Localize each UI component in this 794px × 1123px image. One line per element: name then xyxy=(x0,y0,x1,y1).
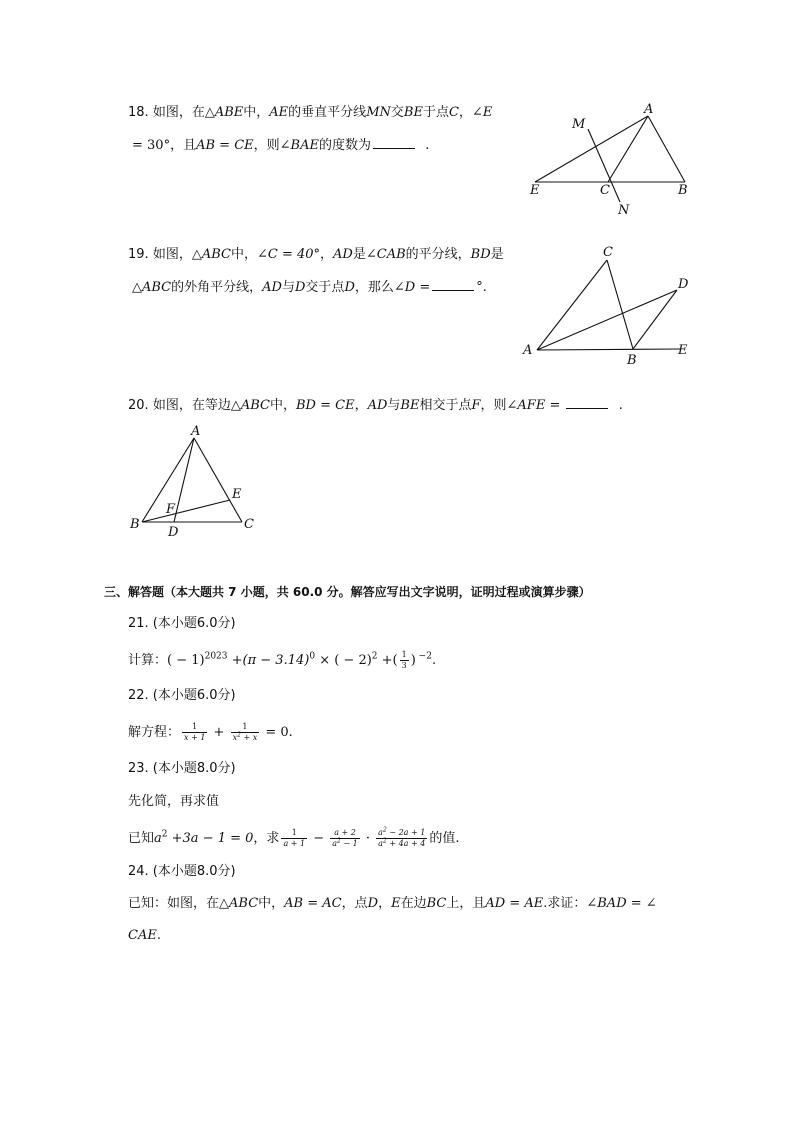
q24-math: ∠BAD = ∠ xyxy=(586,896,657,911)
q18-diagram xyxy=(520,98,710,220)
q18-text: 如图，在 xyxy=(152,105,205,120)
q24-text: ， xyxy=(378,896,392,911)
q18-math: = 30° xyxy=(132,138,171,153)
q18-math: MN xyxy=(366,105,391,120)
q20-math: BD = CE xyxy=(295,398,355,413)
triangle-symbol: △ xyxy=(219,896,230,911)
segment-AC xyxy=(194,438,242,522)
q22-math: + x xyxy=(240,733,258,742)
q19-number: 19. xyxy=(128,247,153,262)
q24-header: 24. (本小题8.0分) xyxy=(128,864,236,879)
q23-math: +3a − 1 = 0 xyxy=(167,831,254,846)
answer-blank xyxy=(373,136,415,149)
q18-line1 xyxy=(128,105,492,121)
q23-math: 2 xyxy=(161,829,168,840)
q23-math: 2 xyxy=(337,837,341,845)
q24-math: AD = AE xyxy=(485,896,544,911)
q20-text: ， xyxy=(354,398,368,413)
q21-math: 2023 xyxy=(204,651,228,662)
label-C: C xyxy=(244,517,254,532)
q23-instruction: 先化简，再求值 xyxy=(128,794,220,809)
q23-expression xyxy=(128,828,459,849)
q20-line1 xyxy=(128,396,623,414)
q23-text: 已知 xyxy=(128,831,155,846)
q24-text: 中， xyxy=(258,896,285,911)
q21-header: 21. (本小题6.0分) xyxy=(128,616,236,631)
q18-number: 18. xyxy=(128,105,153,120)
q24-math: E xyxy=(391,896,401,911)
section-heading: 三、解答题（本大题共 7 小题，共 60.0 分。解答应写出文字说明，证明过程或演算步骤） xyxy=(104,585,591,599)
q23-math: a + 2 xyxy=(334,828,356,837)
q19-text: 的平分线， xyxy=(405,247,471,262)
q18-math: C xyxy=(448,105,459,120)
q18-text: 交 xyxy=(390,105,404,120)
q24-math: CAE xyxy=(128,928,157,943)
q21-math: +( xyxy=(377,653,398,668)
q22-math: x xyxy=(232,733,238,742)
q19-text: °. xyxy=(476,280,487,295)
q18-math: BE xyxy=(403,105,423,120)
triangle-symbol: △ xyxy=(191,247,202,262)
q20-math: BE xyxy=(400,398,420,413)
label-C: C xyxy=(603,245,613,260)
q24-text: . xyxy=(156,928,161,943)
segment-AD xyxy=(537,290,677,350)
q18-text: 的垂直平分线 xyxy=(288,105,367,120)
answer-blank xyxy=(566,396,608,409)
answer-blank xyxy=(432,278,474,291)
q19-line2 xyxy=(132,278,487,296)
q18-text: . xyxy=(425,138,430,153)
label-N: N xyxy=(618,203,630,218)
triangle-symbol: △ xyxy=(230,398,241,413)
q24-math: ABC xyxy=(229,896,259,911)
q19-math: ∠D = xyxy=(393,280,431,295)
q24-text: 在边 xyxy=(400,896,427,911)
q24-math: BC xyxy=(426,896,447,911)
q19-math: ABC xyxy=(201,247,231,262)
q18-text: ， xyxy=(458,105,472,120)
q19-text: ， xyxy=(320,247,334,262)
q19-math: D xyxy=(294,280,306,295)
q19-text: 与 xyxy=(281,280,295,295)
q19-math: ∠C = 40° xyxy=(256,247,321,262)
segment-BE xyxy=(142,500,230,522)
q21-math: 3 xyxy=(401,661,407,670)
q21-math: +(π − 3.14) xyxy=(227,653,310,668)
segment-AC xyxy=(608,116,648,182)
q23-math: − xyxy=(309,831,329,846)
q20-math: F xyxy=(471,398,481,413)
fraction xyxy=(376,828,427,849)
segment-EA xyxy=(535,116,648,182)
q18-math: ABE xyxy=(214,105,244,120)
q19-math: AD xyxy=(262,280,282,295)
q19-text: 中， xyxy=(230,247,257,262)
q24-text: .求证： xyxy=(543,896,587,911)
q19-math: BD xyxy=(470,247,491,262)
q19-text: 交于点 xyxy=(305,280,345,295)
q23-text: ，求 xyxy=(253,831,280,846)
q20-number: 20. xyxy=(128,398,153,413)
q22-header: 22. (本小题6.0分) xyxy=(128,688,236,703)
label-E: E xyxy=(678,343,688,358)
fraction xyxy=(231,722,260,743)
fraction xyxy=(182,722,207,743)
q21-math: −2 xyxy=(415,651,432,662)
q19-math: D xyxy=(344,280,355,295)
q21-math: ( − 1) xyxy=(167,653,205,668)
q18-text: 于点 xyxy=(422,105,449,120)
q23-math: a xyxy=(378,839,383,848)
q20-math: AD xyxy=(367,398,388,413)
q22-math: 1 xyxy=(192,722,198,731)
q19-text: 是 xyxy=(352,247,366,262)
q19-text: 是 xyxy=(490,247,504,262)
q19-text: 如图， xyxy=(152,247,192,262)
q19-text: 的外角平分线， xyxy=(171,280,263,295)
q18-math: ∠E xyxy=(471,105,493,120)
fraction-one-third xyxy=(400,650,409,671)
label-D: D xyxy=(168,525,179,540)
q21-text: . xyxy=(431,653,437,668)
label-C: C xyxy=(600,183,610,198)
label-M: M xyxy=(572,117,586,132)
q18-text: ，则 xyxy=(253,138,280,153)
q19-diagram xyxy=(515,240,700,370)
q21-math: × ( − 2) xyxy=(315,653,372,668)
label-A: A xyxy=(191,424,201,439)
q21-expression xyxy=(128,650,436,671)
q22-math: x + 1 xyxy=(184,733,206,742)
q19-math: ABC xyxy=(142,280,172,295)
q18-math: AE xyxy=(269,105,289,120)
q18-text: 中， xyxy=(243,105,270,120)
q18-math: ∠BAE xyxy=(279,138,319,153)
q23-math: 2 xyxy=(382,837,387,845)
q19-text: ，那么 xyxy=(354,280,394,295)
q22-math: 1 xyxy=(242,722,248,731)
label-A: A xyxy=(523,343,533,358)
q23-math: a xyxy=(154,831,162,846)
triangle-symbol: △ xyxy=(132,280,142,295)
q19-math: AD xyxy=(333,247,353,262)
q24-line2 xyxy=(128,928,161,944)
q18-math: AB = CE xyxy=(196,138,254,153)
fraction xyxy=(330,828,360,849)
q21-math: 2 xyxy=(371,651,378,662)
q24-math: D xyxy=(367,896,379,911)
q21-math: 1 xyxy=(401,650,407,659)
q22-math: 2 xyxy=(237,731,241,739)
q19-line1 xyxy=(128,247,504,263)
label-B: B xyxy=(627,353,637,368)
q23-math: − 1 xyxy=(340,839,358,848)
q24-text: 上，且 xyxy=(446,896,486,911)
q20-text: 与 xyxy=(387,398,401,413)
q20-text: ，则 xyxy=(480,398,507,413)
q22-math: + xyxy=(209,725,229,740)
label-B: B xyxy=(678,183,688,198)
q20-text: 相交于点 xyxy=(419,398,472,413)
q24-text: ，点 xyxy=(341,896,368,911)
label-E: E xyxy=(232,487,242,502)
segment-AB xyxy=(648,116,685,182)
q23-header: 23. (本小题8.0分) xyxy=(128,761,236,776)
q19-math: ∠CAB xyxy=(365,247,406,262)
q22-math: = 0. xyxy=(261,725,293,740)
q18-text: 的度数为 xyxy=(318,138,371,153)
label-B: B xyxy=(130,517,140,532)
q20-diagram xyxy=(122,420,272,542)
q24-text: 已知：如图，在 xyxy=(128,896,220,911)
q23-math: − 2a + 1 xyxy=(386,828,426,837)
q23-math: + 4a + 4 xyxy=(386,839,426,848)
triangle-symbol: △ xyxy=(204,105,215,120)
q21-math: ) xyxy=(410,653,416,668)
q18-line2 xyxy=(132,136,429,154)
q23-math: · xyxy=(361,831,375,846)
segment-CB xyxy=(607,260,633,349)
q21-text: 计算： xyxy=(128,653,168,668)
q23-math: 1 xyxy=(291,828,297,837)
q20-text: 如图，在等边 xyxy=(152,398,231,413)
segment-AE xyxy=(537,349,680,350)
q18-text: ，且 xyxy=(170,138,197,153)
q23-math: 2 xyxy=(382,826,387,834)
q20-math: ABC xyxy=(240,398,270,413)
q22-equation xyxy=(128,722,293,743)
q21-math: 0 xyxy=(309,651,316,662)
fraction xyxy=(281,828,307,849)
label-F: F xyxy=(166,502,176,517)
q23-math: a xyxy=(332,839,338,848)
label-E: E xyxy=(530,183,540,198)
q24-line1 xyxy=(128,896,657,912)
segment-AC xyxy=(537,260,607,350)
q20-text: 中， xyxy=(269,398,296,413)
label-A: A xyxy=(644,102,654,117)
q22-text: 解方程： xyxy=(128,725,181,740)
q23-text: 的值. xyxy=(429,831,460,846)
q23-math: a + 1 xyxy=(283,839,306,848)
q23-math: a xyxy=(378,828,383,837)
q20-text: . xyxy=(618,398,623,413)
label-D: D xyxy=(678,277,689,292)
q20-math: ∠AFE = xyxy=(506,398,561,413)
q24-math: AB = AC xyxy=(284,896,342,911)
